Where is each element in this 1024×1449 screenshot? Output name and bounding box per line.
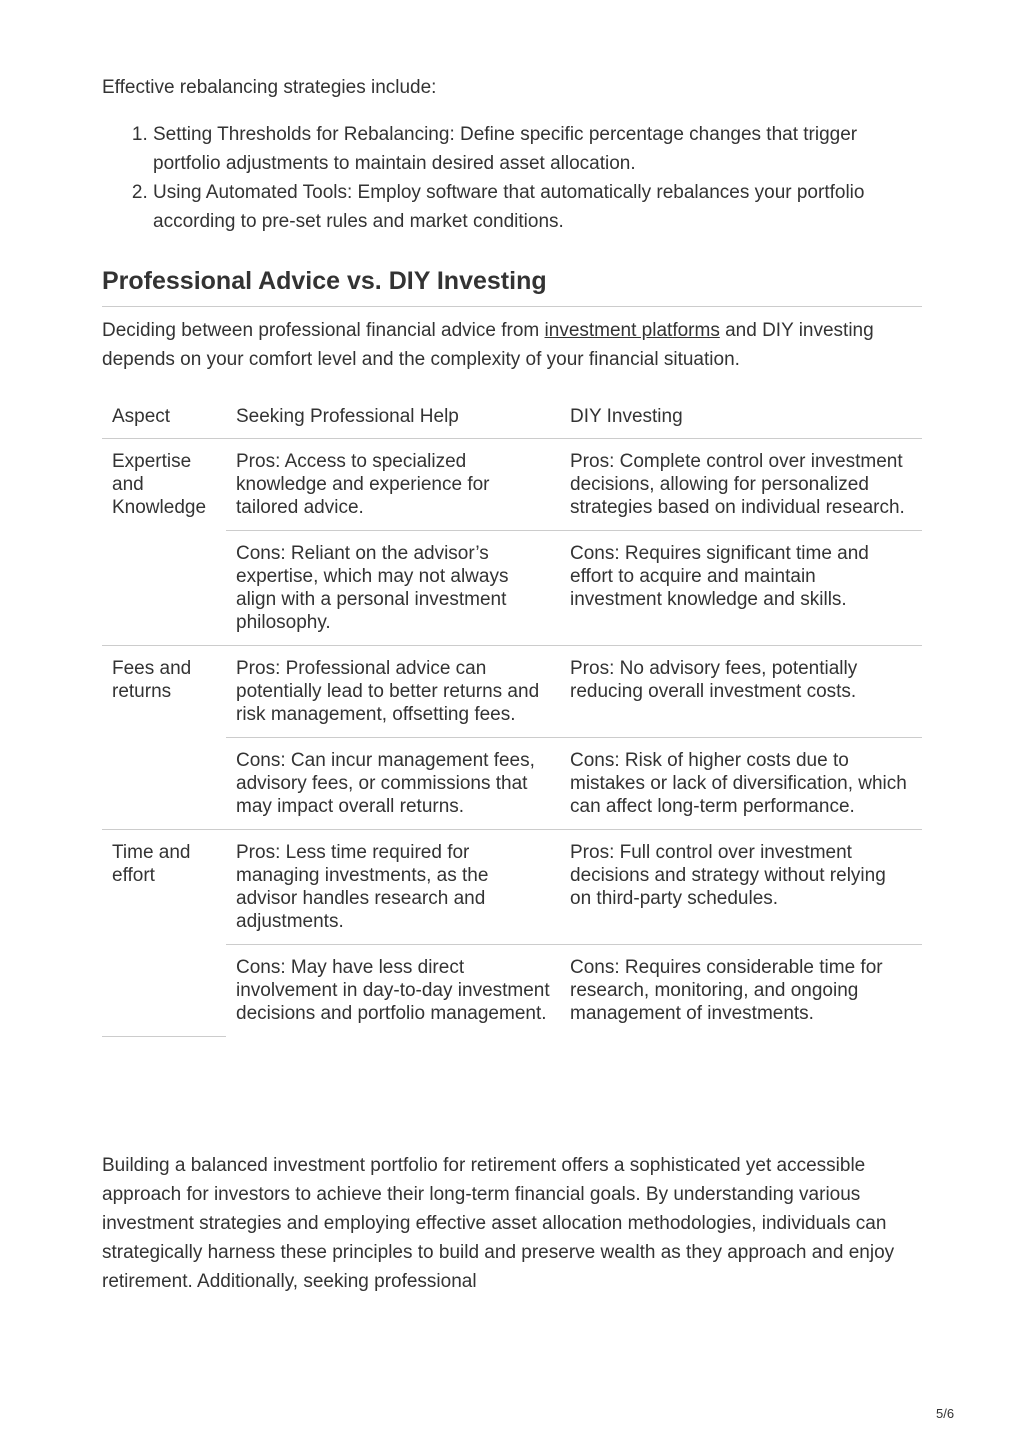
lead-paragraph	[102, 316, 922, 374]
rebalancing-strategies-list	[102, 120, 922, 236]
table-row	[102, 830, 922, 945]
diy-pros-cell: Pros: Full control over investment decisions and strategy without relying on third-party schedules.	[560, 830, 922, 945]
diy-pros-cell: Pros: No advisory fees, potentially reducing overall investment costs.	[560, 646, 922, 738]
professional-pros-cell: Pros: Less time required for managing investments, as the advisor handles research and adjustments.	[226, 830, 560, 945]
table-row	[102, 439, 922, 531]
lead-text-before: Deciding between professional financial advice from	[102, 320, 545, 341]
diy-pros-cell: Pros: Complete control over investment decisions, allowing for personalized strategies based on individual research.	[560, 439, 922, 531]
professional-cons-cell: Cons: Reliant on the advisor’s expertise, which may not always align with a personal investment philosophy.	[226, 531, 560, 646]
investment-platforms-link[interactable]: investment platforms	[544, 320, 720, 341]
diy-cons-cell: Cons: Risk of higher costs due to mistakes or lack of diversification, which can affect long-term performance.	[560, 738, 922, 830]
closing-paragraph: Building a balanced investment portfolio for retirement offers a sophisticated yet accessible approach for investors to achieve their long-term financial goals. By understanding various investment strategies and employing effective asset allocation methodologies, individuals can strategically harness these principles to build and preserve wealth as they approach and enjoy retirement. Additionally, seeking professional	[102, 1155, 895, 1292]
diy-cons-cell: Cons: Requires significant time and effort to acquire and maintain investment knowledge and skills.	[560, 531, 922, 646]
column-header-professional: Seeking Professional Help	[226, 396, 560, 439]
intro-paragraph: Effective rebalancing strategies include:	[102, 77, 437, 98]
column-header-aspect: Aspect	[102, 396, 226, 439]
table-row	[102, 646, 922, 738]
professional-pros-cell: Pros: Access to specialized knowledge and experience for tailored advice.	[226, 439, 560, 531]
diy-cons-cell: Cons: Requires considerable time for research, monitoring, and ongoing management of investments.	[570, 957, 883, 1024]
professional-cons-cell: Cons: May have less direct involvement in day-to-day investment decisions and portfolio management.	[236, 957, 550, 1024]
aspect-cell: Expertise and Knowledge	[102, 439, 226, 646]
comparison-table	[102, 396, 922, 1037]
professional-cons-cell: Cons: Can incur management fees, advisory fees, or commissions that may impact overall returns.	[226, 738, 560, 830]
column-header-diy: DIY Investing	[560, 396, 922, 439]
lead-text-after: and DIY investing depends on your comfort level and the complexity of your financial situation.	[102, 320, 874, 370]
aspect-cell: Fees and returns	[102, 646, 226, 830]
page-number: 5/6	[936, 1406, 955, 1421]
list-item: 2. Using Automated Tools: Employ software that automatically rebalances your portfolio according to pre-set rules and market conditions.	[153, 178, 922, 236]
aspect-cell: Time and effort	[102, 830, 226, 1037]
professional-pros-cell: Pros: Professional advice can potentially lead to better returns and risk management, offsetting fees.	[226, 646, 560, 738]
list-item: 1. Setting Thresholds for Rebalancing: Define specific percentage changes that trigger portfolio adjustments to maintain desired asset allocation.	[153, 120, 922, 178]
section-heading: Professional Advice vs. DIY Investing	[102, 264, 922, 307]
table-header-row	[102, 396, 922, 439]
